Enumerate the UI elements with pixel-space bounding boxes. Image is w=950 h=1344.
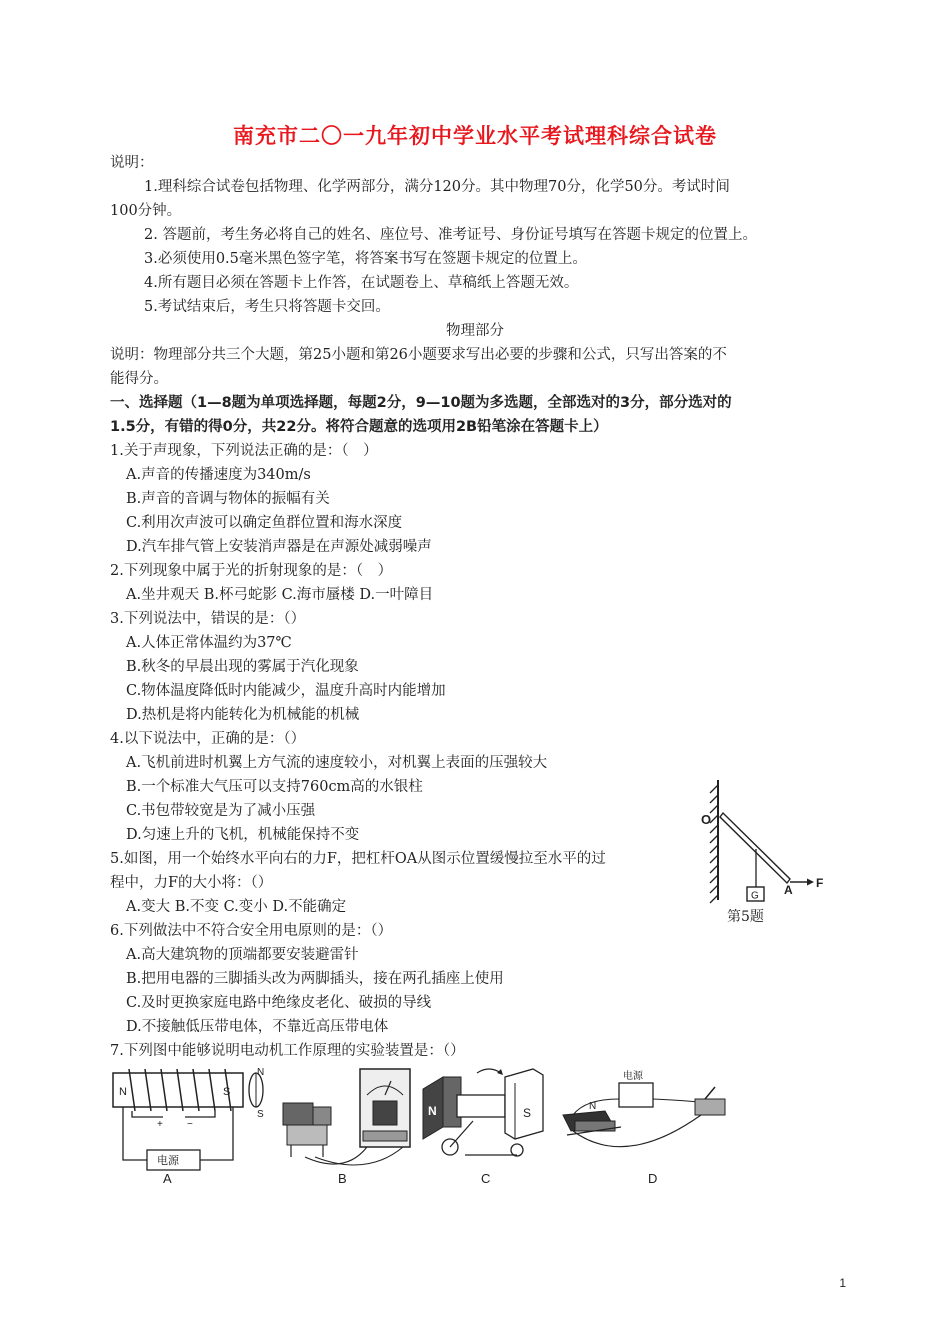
section-heading: 一、选择题（1—8题为单项选择题，每题2分，9—10题为多选题，全部选对的3分，部分选对的	[110, 395, 732, 411]
question-option: C.利用次声波可以确定鱼群位置和海水深度	[126, 515, 403, 531]
question-stem: 程中，力F的大小将：（）	[110, 875, 273, 891]
d-magnet-n-label: N	[589, 1101, 597, 1112]
section-heading: 1.5分，有错的得0分，共22分。将符合题意的选项用2B铅笔涂在答题卡上）	[110, 419, 608, 435]
solenoid-s-label: S	[223, 1086, 231, 1098]
figure5-caption: 第5题	[727, 909, 764, 925]
option-d-label: D	[648, 1171, 658, 1186]
question-option: B.声音的音调与物体的振幅有关	[126, 491, 330, 507]
physics-note: 能得分。	[110, 371, 168, 387]
question-stem: 2.下列现象中属于光的折射现象的是：（ ）	[110, 563, 393, 579]
compass-s-label: S	[257, 1109, 264, 1120]
question-stem: 5.如图，用一个始终水平向右的力F，把杠杆OA从图示位置缓慢拉至水平的过	[110, 851, 606, 867]
page-title: 南充市二〇一九年初中学业水平考试理科综合试卷	[233, 124, 717, 148]
question-stem: 3.下列说法中，错误的是：（）	[110, 611, 306, 627]
instruction-item: 5.考试结束后，考生只将答题卡交回。	[144, 299, 390, 315]
point-o-label: O	[701, 812, 712, 827]
weight-g-label: G	[751, 890, 759, 902]
apparatus-a	[113, 1067, 264, 1170]
page-number: 1	[839, 1276, 846, 1290]
question-option: A.坐井观天 B.杯弓蛇影 C.海市蜃楼 D.一叶障目	[126, 587, 434, 603]
question-option: D.匀速上升的飞机，机械能保持不变	[126, 827, 360, 843]
question-option: D.不接触低压带电体，不靠近高压带电体	[126, 1019, 389, 1035]
force-f-label: F	[816, 876, 824, 890]
question-option: C.物体温度降低时内能减少，温度升高时内能增加	[126, 683, 446, 699]
apparatus-c	[423, 1069, 543, 1156]
solenoid-n-label: N	[119, 1086, 127, 1098]
question-option: A.飞机前进时机翼上方气流的速度较小，对机翼上表面的压强较大	[126, 755, 548, 771]
instruction-item: 100分钟。	[110, 203, 182, 219]
force-arrow-head	[807, 879, 814, 886]
lever-rod	[720, 813, 790, 883]
question-stem: 7.下列图中能够说明电动机工作原理的实验装置是：（）	[110, 1043, 465, 1059]
apparatus-b	[283, 1069, 410, 1165]
figure7-apparatus	[105, 1065, 845, 1190]
lever-figure	[696, 775, 846, 905]
option-c-label: C	[481, 1171, 491, 1186]
option-b-label: B	[338, 1171, 347, 1186]
d-power-supply-label: 电源	[623, 1071, 643, 1082]
question-option: B.把用电器的三脚插头改为两脚插头，接在两孔插座上使用	[126, 971, 504, 987]
option-a-label: A	[163, 1171, 172, 1186]
instruction-item: 3.必须使用0.5毫米黑色签字笔，将答案书写在签题卡规定的位置上。	[144, 251, 587, 267]
question-stem: 6.下列做法中不符合安全用电原则的是：（）	[110, 923, 393, 939]
instruction-item: 2. 答题前，考生务必将自己的姓名、座位号、准考证号、身份证号填写在答题卡规定的位置上。	[144, 227, 757, 243]
magnet-n-label: N	[428, 1104, 437, 1118]
question-option: C.书包带较宽是为了减小压强	[126, 803, 316, 819]
instruction-item: 1.理科综合试卷包括物理、化学两部分，满分120分。其中物理70分，化学50分。考试时间	[144, 179, 730, 195]
physics-heading: 物理部分	[446, 323, 504, 339]
question-stem: 4.以下说法中，正确的是：（）	[110, 731, 306, 747]
minus-terminal: −	[187, 1119, 193, 1130]
plus-terminal: +	[157, 1119, 163, 1130]
point-a-label: A	[784, 883, 793, 897]
question-stem: 1.关于声现象，下列说法正确的是：（ ）	[110, 443, 378, 459]
question-option: A.变大 B.不变 C.变小 D.不能确定	[126, 899, 347, 915]
question-option: C.及时更换家庭电路中绝缘皮老化、破损的导线	[126, 995, 432, 1011]
question-option: D.热机是将内能转化为机械能的机械	[126, 707, 360, 723]
physics-note: 说明：物理部分共三个大题，第25小题和第26小题要求写出必要的步骤和公式，只写出答案的不	[110, 347, 727, 363]
magnet-s-label: S	[523, 1106, 532, 1120]
question-option: D.汽车排气管上安装消声器是在声源处减弱噪声	[126, 539, 432, 555]
wall-hatching	[710, 780, 718, 903]
question-option: A.声音的传播速度为340m/s	[126, 467, 311, 483]
question-option: A.高大建筑物的顶端都要安装避雷针	[126, 947, 359, 963]
question-option: B.秋冬的早晨出现的雾属于汽化现象	[126, 659, 359, 675]
instructions-label: 说明：	[110, 155, 154, 171]
question-option: B.一个标准大气压可以支持760cm高的水银柱	[126, 779, 423, 795]
compass-n-label: N	[257, 1067, 265, 1078]
instruction-item: 4.所有题目必须在答题卡上作答，在试题卷上、草稿纸上答题无效。	[144, 275, 579, 291]
power-supply-label: 电源	[157, 1155, 179, 1167]
apparatus-d	[563, 1069, 725, 1147]
question-option: A.人体正常体温约为37℃	[126, 635, 292, 651]
